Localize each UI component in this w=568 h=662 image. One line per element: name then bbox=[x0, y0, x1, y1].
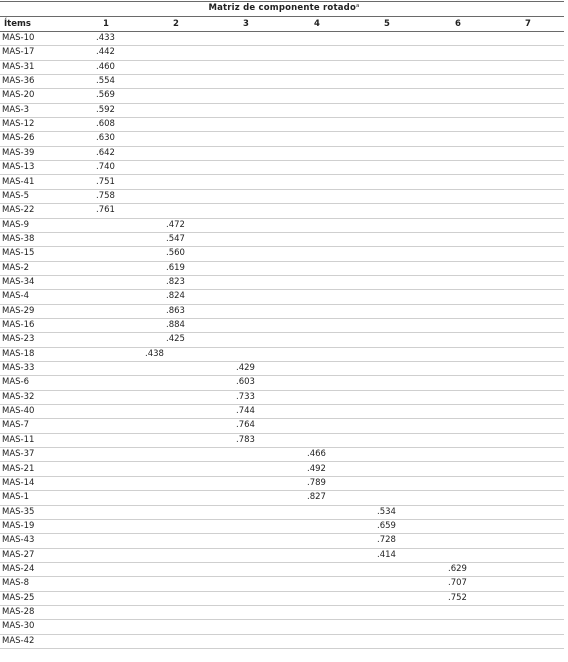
header-component-5: 5 bbox=[384, 19, 390, 29]
table-row bbox=[0, 333, 564, 347]
loading-value: .824 bbox=[166, 291, 185, 302]
table-row bbox=[0, 147, 564, 161]
loading-value: .414 bbox=[377, 549, 396, 560]
table-row bbox=[0, 534, 564, 548]
header-component-1: 1 bbox=[103, 19, 109, 29]
table-row bbox=[0, 104, 564, 118]
loading-value: .642 bbox=[96, 147, 115, 158]
item-label: MAS-35 bbox=[2, 506, 35, 517]
header-component-6: 6 bbox=[455, 19, 461, 29]
table-row bbox=[0, 61, 564, 75]
table-row bbox=[0, 118, 564, 132]
item-label: MAS-28 bbox=[2, 607, 35, 617]
table-row bbox=[0, 290, 564, 304]
item-label: MAS-43 bbox=[2, 535, 35, 546]
table-row bbox=[0, 132, 564, 146]
item-label: MAS-40 bbox=[2, 406, 35, 417]
loading-value: .619 bbox=[166, 262, 185, 273]
loading-value: .433 bbox=[96, 33, 115, 43]
table-row bbox=[0, 620, 564, 634]
loading-value: .592 bbox=[96, 104, 115, 115]
loading-value: .740 bbox=[96, 162, 115, 173]
table-row bbox=[0, 46, 564, 60]
item-label: MAS-27 bbox=[2, 549, 35, 560]
header-items: Ítems bbox=[4, 19, 31, 29]
loading-value: .758 bbox=[96, 190, 115, 201]
loading-value: .884 bbox=[166, 320, 185, 330]
item-label: MAS-9 bbox=[2, 219, 30, 230]
table-row bbox=[0, 233, 564, 247]
item-label: MAS-2 bbox=[2, 262, 30, 273]
loading-value: .827 bbox=[307, 492, 326, 503]
table-row bbox=[0, 262, 564, 276]
item-label: MAS-1 bbox=[2, 492, 30, 503]
table-row bbox=[0, 190, 564, 204]
loading-value: .707 bbox=[448, 578, 467, 589]
loading-value: .659 bbox=[377, 520, 396, 531]
item-label: MAS-8 bbox=[2, 578, 30, 589]
top-rule bbox=[0, 1, 564, 2]
item-label: MAS-32 bbox=[2, 391, 35, 402]
item-label: MAS-12 bbox=[2, 119, 35, 130]
item-label: MAS-18 bbox=[2, 348, 35, 359]
item-label: MAS-42 bbox=[2, 635, 35, 646]
loading-value: .603 bbox=[236, 377, 255, 388]
table-row bbox=[0, 477, 564, 491]
title-text: Matriz de componente rotado bbox=[208, 3, 356, 13]
loading-value: .534 bbox=[377, 506, 396, 517]
table-row bbox=[0, 89, 564, 103]
item-label: MAS-33 bbox=[2, 363, 35, 374]
header-component-2: 2 bbox=[173, 19, 179, 29]
table-row bbox=[0, 606, 564, 620]
table-row bbox=[0, 161, 564, 175]
table-row bbox=[0, 391, 564, 405]
loading-value: .823 bbox=[166, 276, 185, 287]
item-label: MAS-4 bbox=[2, 291, 30, 302]
item-label: MAS-3 bbox=[2, 104, 30, 115]
item-label: MAS-26 bbox=[2, 133, 35, 144]
item-label: MAS-23 bbox=[2, 334, 35, 345]
table-row bbox=[0, 405, 564, 419]
table-row bbox=[0, 549, 564, 563]
loading-value: .733 bbox=[236, 391, 255, 402]
item-label: MAS-11 bbox=[2, 434, 35, 445]
loading-value: .425 bbox=[166, 334, 185, 345]
loading-value: .569 bbox=[96, 90, 115, 101]
table-row bbox=[0, 376, 564, 390]
item-label: MAS-7 bbox=[2, 420, 30, 431]
item-label: MAS-41 bbox=[2, 176, 35, 187]
table-row bbox=[0, 520, 564, 534]
item-label: MAS-25 bbox=[2, 592, 35, 603]
loading-value: .608 bbox=[96, 119, 115, 130]
table-row bbox=[0, 448, 564, 462]
table-row bbox=[0, 362, 564, 376]
table-row bbox=[0, 247, 564, 261]
table-row bbox=[0, 635, 564, 649]
loading-value: .752 bbox=[448, 592, 467, 603]
table-row bbox=[0, 592, 564, 606]
item-label: MAS-31 bbox=[2, 61, 35, 72]
item-label: MAS-21 bbox=[2, 463, 35, 474]
loading-value: .751 bbox=[96, 176, 115, 187]
loading-value: .630 bbox=[96, 133, 115, 144]
item-label: MAS-14 bbox=[2, 477, 35, 488]
table-row bbox=[0, 204, 564, 218]
table-row bbox=[0, 419, 564, 433]
loading-value: .728 bbox=[377, 535, 396, 546]
table-row bbox=[0, 176, 564, 190]
table-row bbox=[0, 75, 564, 89]
loading-value: .761 bbox=[96, 205, 115, 216]
loading-value: .466 bbox=[307, 449, 326, 460]
title-footnote-mark: a bbox=[355, 3, 360, 9]
table-row bbox=[0, 32, 564, 46]
item-label: MAS-24 bbox=[2, 563, 35, 574]
loading-value: .460 bbox=[96, 61, 115, 72]
loading-value: .554 bbox=[96, 76, 115, 87]
item-label: MAS-38 bbox=[2, 233, 35, 244]
item-label: MAS-16 bbox=[2, 320, 35, 330]
table-row bbox=[0, 463, 564, 477]
loading-value: .744 bbox=[236, 406, 255, 417]
item-label: MAS-34 bbox=[2, 276, 35, 287]
header-component-4: 4 bbox=[314, 19, 320, 29]
item-label: MAS-15 bbox=[2, 248, 35, 259]
table-row bbox=[0, 491, 564, 505]
loading-value: .764 bbox=[236, 420, 255, 431]
loading-value: .863 bbox=[166, 305, 185, 316]
loading-value: .442 bbox=[96, 47, 115, 58]
item-label: MAS-37 bbox=[2, 449, 35, 460]
item-label: MAS-10 bbox=[2, 33, 35, 43]
loading-value: .429 bbox=[236, 363, 255, 374]
header-component-7: 7 bbox=[525, 19, 531, 29]
item-label: MAS-6 bbox=[2, 377, 30, 388]
item-label: MAS-30 bbox=[2, 621, 35, 632]
table-row bbox=[0, 348, 564, 362]
table-row bbox=[0, 434, 564, 448]
item-label: MAS-29 bbox=[2, 305, 35, 316]
loading-value: .789 bbox=[307, 477, 326, 488]
loading-value: .783 bbox=[236, 434, 255, 445]
title-rule bbox=[0, 16, 564, 17]
item-label: MAS-36 bbox=[2, 76, 35, 87]
loading-value: .629 bbox=[448, 563, 467, 574]
table-row bbox=[0, 219, 564, 233]
table-row bbox=[0, 506, 564, 520]
table-row bbox=[0, 577, 564, 591]
table-row bbox=[0, 276, 564, 290]
item-label: MAS-22 bbox=[2, 205, 35, 216]
item-label: MAS-13 bbox=[2, 162, 35, 173]
table-title bbox=[0, 3, 568, 13]
loading-value: .492 bbox=[307, 463, 326, 474]
loading-value: .560 bbox=[166, 248, 185, 259]
table-row bbox=[0, 563, 564, 577]
header-component-3: 3 bbox=[243, 19, 249, 29]
loading-value: .547 bbox=[166, 233, 185, 244]
item-label: MAS-19 bbox=[2, 520, 35, 531]
item-label: MAS-20 bbox=[2, 90, 35, 101]
item-label: MAS-5 bbox=[2, 190, 30, 201]
loading-value: .438 bbox=[145, 348, 164, 359]
table-row bbox=[0, 305, 564, 319]
item-label: MAS-39 bbox=[2, 147, 35, 158]
loading-value: .472 bbox=[166, 219, 185, 230]
item-label: MAS-17 bbox=[2, 47, 35, 58]
table-row bbox=[0, 319, 564, 333]
